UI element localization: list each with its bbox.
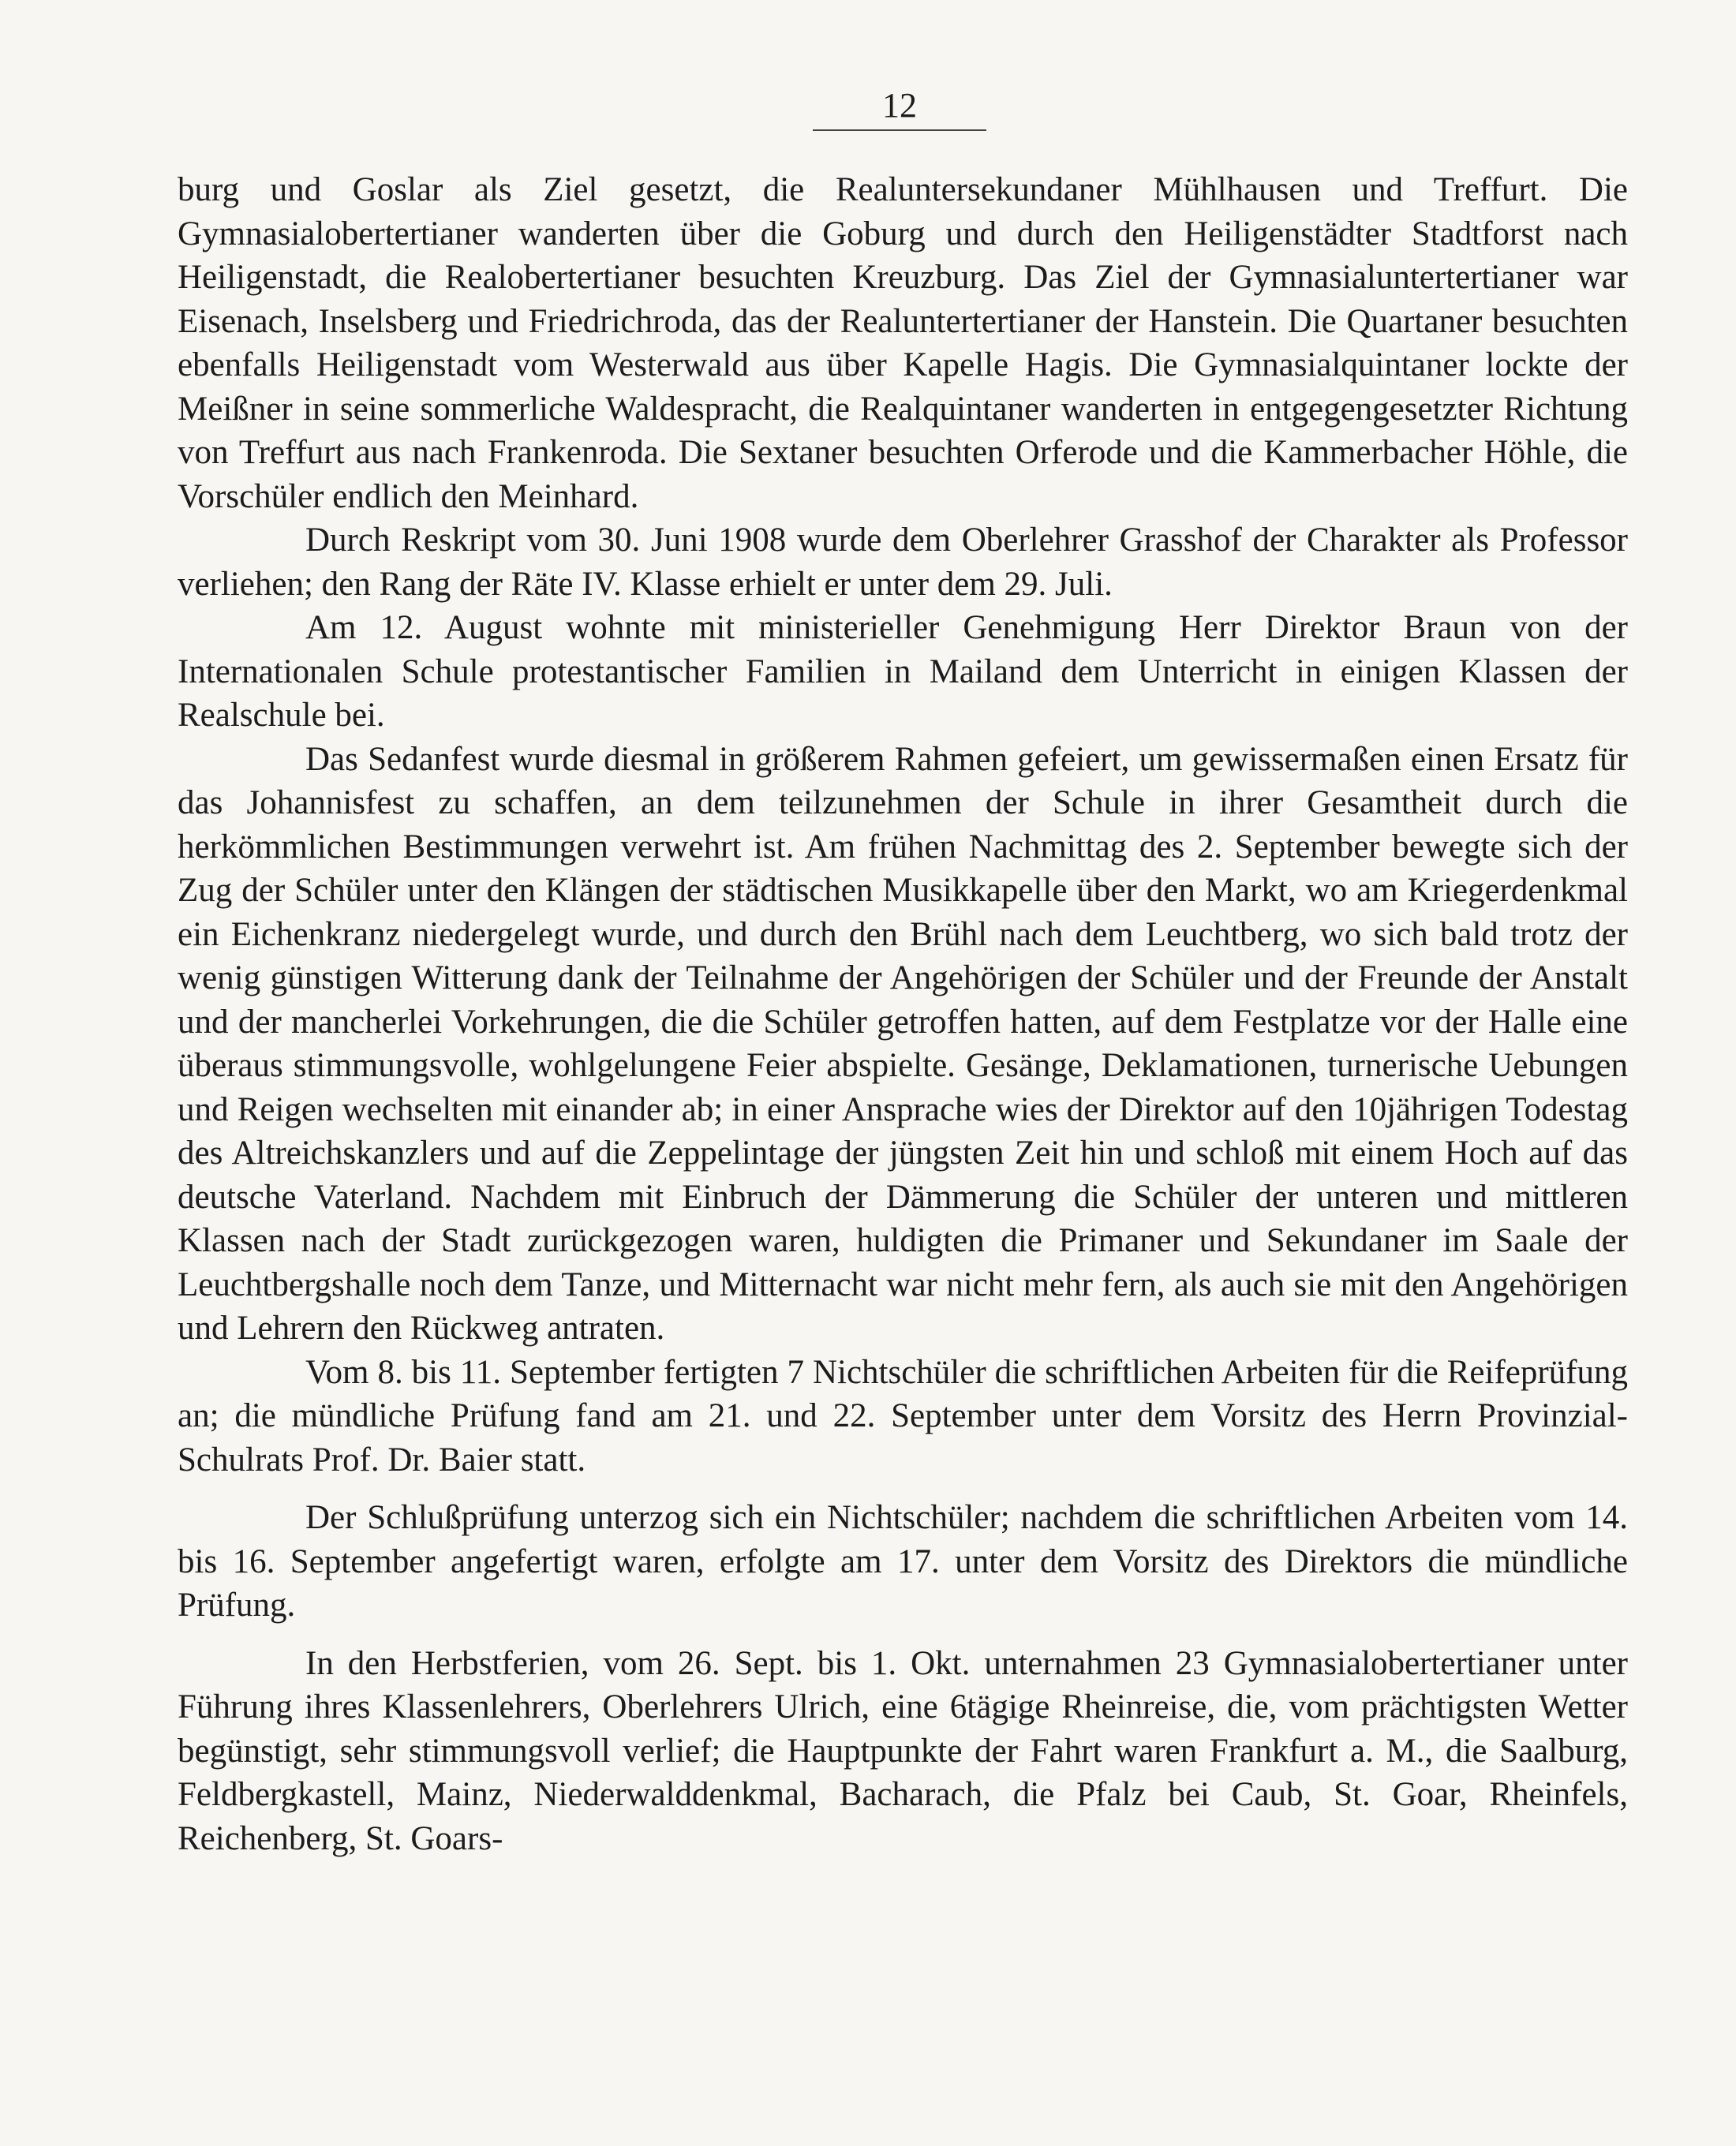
paragraph-sedan-festival: Das Sedanfest wurde diesmal in größerem Rahmen gefeiert, um gewissermaßen einen Ersatz für das Johannisfest zu schaffen, an dem teilzunehmen der Schule in ihrer Gesamtheit durch die herkömmlichen Bestimmungen verwehrt ist. Am frühen Nachmittag des 2. September bewegte sich der Zug der Schüler unter den Klängen der städtischen Musikkapelle über den Markt, wo am Kriegerdenkmal ein Eichenkranz niedergelegt wurde, und durch den Brühl nach dem Leuchtberg, wo sich bald trotz der wenig günstigen Witterung dank der Teilnahme der Angehörigen der Schüler und der Freunde der Anstalt und der mancherlei Vorkehrungen, die die Schüler getroffen hatten, auf dem Festplatze vor der Halle eine überaus stimmungsvolle, wohlgelungene Feier abspielte. Gesänge, Deklamationen, turnerische Uebungen und Reigen wechselten mit einander ab; in einer Ansprache wies der Direktor auf den 10jährigen Todestag des Altreichskanzlers und auf die Zeppelintage der jüngsten Zeit hin und schloß mit einem Hoch auf das deutsche Vaterland. Nachdem mit Einbruch der Dämmerung die Schüler der unteren und mittleren Klassen nach der Stadt zurückgezogen waren, huldigten die Primaner und Sekundaner im Saale der Leuchtbergshalle noch dem Tanze, und Mitternacht war nicht mehr fern, als auch sie mit den Angehörigen und Lehrern den Rückweg antraten. xyxy=(178,740,1628,1347)
page-number-rule xyxy=(813,129,986,131)
paragraph-rhine-trip: In den Herbstferien, vom 26. Sept. bis 1. Okt. unternahmen 23 Gymnasialobertertianer unter Führung ihres Klassenlehrers, Oberlehrers Ulrich, eine 6tägige Rheinreise, die, vom prächtigsten Wetter begünstigt, sehr stimmungsvoll verlief; die Hauptpunkte der Fahrt waren Frankfurt a. M., die Saalburg, Feldbergkastell, Mainz, Niederwalddenkmal, Bacharach, die Pfalz bei Caub, St. Goar, Rheinfels, Reichenberg, St. Goars- xyxy=(178,1644,1628,1857)
paragraph-director-visit: Am 12. August wohnte mit ministerieller Genehmigung Herr Direktor Braun von der Internationalen Schule protestantischer Familien in Mailand dem Unterricht in einigen Klassen der Realschule bei. xyxy=(178,609,1628,734)
paragraph-professor-title: Durch Reskript vom 30. Juni 1908 wurde dem Oberlehrer Grasshof der Charakter als Professor verliehen; den Rang der Räte IV. Klasse erhielt er unter dem 29. Juli. xyxy=(178,522,1628,603)
body-text xyxy=(178,168,1628,1860)
paragraph-final-exam: Der Schlußprüfung unterzog sich ein Nichtschüler; nachdem die schriftlichen Arbeiten vom 14. bis 16. September angefertigt waren, erfolgte am 17. unter dem Vorsitz des Direktors die mündliche Prüfung. xyxy=(178,1499,1628,1624)
paragraph-excursions: burg und Goslar als Ziel gesetzt, die Realuntersekundaner Mühlhausen und Treffurt. Die Gymnasialobertertianer wanderten über die Goburg und durch den Heiligenstädter Stadtforst nach Heiligenstadt, die Realobertertianer besuchten Kreuzburg. Das Ziel der Gymnasialuntertertianer war Eisenach, Inselsberg und Friedrichroda, das der Realuntertertianer der Hanstein. Die Quartaner besuchten ebenfalls Heiligenstadt vom Westerwald aus über Kapelle Hagis. Die Gymnasialquintaner lockte der Meißner in seine sommerliche Waldespracht, die Realquintaner wanderten in entgegengesetzter Richtung von Treffurt aus nach Frankenroda. Die Sextaner besuchten Orferode und die Kammerbacher Höhle, die Vorschüler endlich den Meinhard. xyxy=(178,171,1628,515)
paragraph-maturity-exam: Vom 8. bis 11. September fertigten 7 Nichtschüler die schriftlichen Arbeiten für die Reifeprüfung an; die mündliche Prüfung fand am 21. und 22. September unter dem Vorsitz des Herrn Provinzial-Schulrats Prof. Dr. Baier statt. xyxy=(178,1353,1628,1479)
page-number: 12 xyxy=(882,86,917,125)
